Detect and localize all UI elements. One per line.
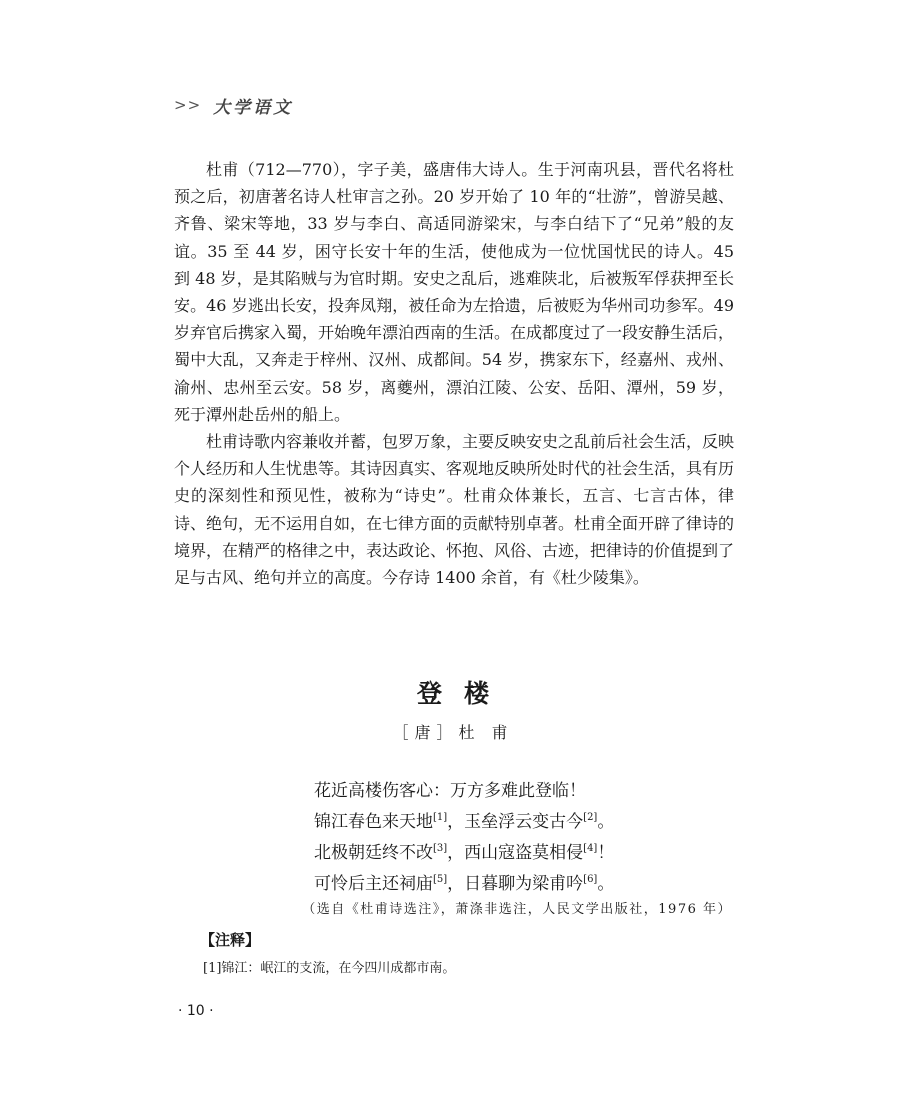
poem-line-punct: ！	[597, 843, 615, 863]
source-citation: （选自《杜甫诗选注》，萧涤非选注，人民文学出版社，1976 年）	[302, 902, 732, 917]
footnote-marker[interactable]: [4]	[583, 843, 598, 854]
footnote-marker[interactable]: [3]	[433, 843, 448, 854]
intro-paragraph-1: 杜甫（712—770），字子美，盛唐伟大诗人。生于河南巩县，晋代名将杜预之后，初唐著名诗人杜审言之孙。20 岁开始了 10 年的“壮游”，曾游吴越、齐鲁、梁宋等地，33 岁与李白、高适同游梁宋，与李白结下了“兄弟”般的友谊。35 至 44 岁，困守长安十年的生活，使他成为一位忧国忧民的诗人。45 到 48 岁，是其陷贼与为官时期。安史之乱后，逃难陕北，后被叛军俘获押至长安。46 岁逃出长安，投奔凤翔，被任命为左拾遗，后被贬为华州司功参军。49 岁弃官后携家入蜀，开始晚年漂泊西南的生活。在成都度过了一段安静生活后，蜀中大乱，又奔走于梓州、汉州、成都间。54 岁，携家东下，经嘉州、戎州、渝州、忠州至云安。58 岁，离夔州，漂泊江陵、公安、岳阳、潭州，59 岁，死于潭州赴岳州的船上。	[174, 160, 735, 424]
footnote-marker[interactable]: [5]	[433, 874, 448, 885]
poem-line-4	[314, 869, 614, 900]
intro-paragraph-2: 杜甫诗歌内容兼收并蓄，包罗万象，主要反映安史之乱前后社会生活，反映个人经历和人生忧患等。其诗因真实、客观地反映所处时代的社会生活，具有历史的深刻性和预见性，被称为“诗史”。杜甫众体兼长，五言、七言古体，律诗、绝句，无不运用自如，在七律方面的贡献特别卓著。杜甫全面开辟了律诗的境界，在精严的格律之中，表达政论、怀抱、风俗、古迹，把律诗的价值提到了足与古风、绝句并立的高度。今存诗 1400 余首，有《杜少陵集》。	[174, 432, 735, 588]
footnote-marker[interactable]: [6]	[583, 874, 598, 885]
poem-line-punct: 。	[597, 874, 615, 894]
poem-line-text: 锦江春色来天地	[314, 812, 433, 832]
poem-line-text: 可怜后主还祠庙	[314, 874, 433, 894]
header-marker: >>	[174, 96, 202, 114]
poem-line-text: 北极朝廷终不改	[314, 843, 433, 863]
footnote-marker[interactable]: [2]	[583, 812, 598, 823]
poem-line-text: 花近高楼伤客心：万方多难此登临！	[314, 781, 586, 801]
poem-title: 登楼	[416, 679, 511, 708]
note-item-1: [1]锦江：岷江的支流，在今四川成都市南。	[203, 961, 456, 976]
page-number: · 10 ·	[178, 1003, 214, 1019]
poem-line-text: ，日暮聊为梁甫吟	[447, 874, 584, 894]
poem-line-1	[314, 776, 614, 807]
poem-line-text: ，西山寇盗莫相侵	[447, 843, 584, 863]
poem-line-punct: 。	[597, 812, 615, 832]
book-title: 大学语文	[213, 97, 294, 118]
author-introduction	[174, 156, 734, 591]
footnote-marker[interactable]: [1]	[433, 812, 448, 823]
running-header	[174, 92, 293, 118]
poem-author: ［唐］杜 甫	[392, 723, 514, 742]
poem-line-3	[314, 838, 614, 869]
poem-line-2	[314, 807, 614, 838]
poem-body	[314, 776, 614, 900]
poem-line-text: ，玉垒浮云变古今	[447, 812, 584, 832]
notes-heading: 【注释】	[200, 931, 261, 949]
